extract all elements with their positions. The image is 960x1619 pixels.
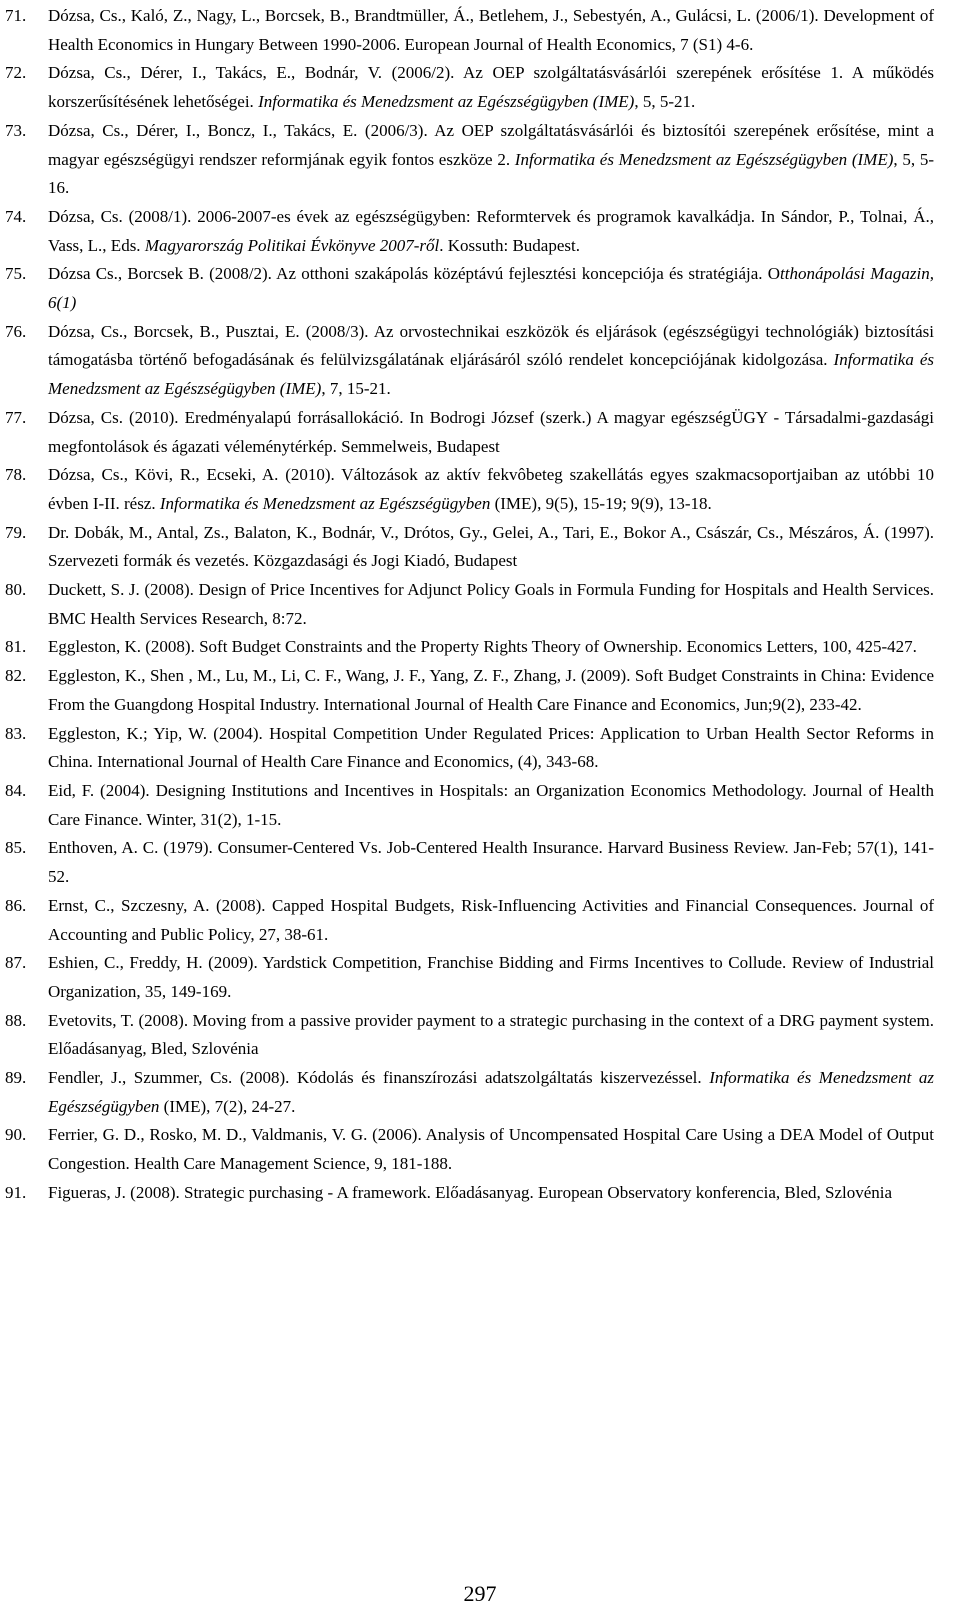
reference-text-segment: Dózsa Cs., Borcsek B. (2008/2). Az otthoni szakápolás középtávú fejlesztési koncepciója és stratégiája. O <box>48 264 781 284</box>
reference-item <box>0 318 960 404</box>
reference-item <box>0 633 960 662</box>
reference-number: 72. <box>5 63 27 83</box>
reference-item <box>0 2 960 59</box>
reference-number: 71. <box>5 6 27 25</box>
reference-number: 73. <box>5 120 27 140</box>
reference-item <box>0 892 960 949</box>
reference-item <box>0 461 960 518</box>
reference-number: 89. <box>5 1068 27 1088</box>
reference-source-title: Informatika és Menedzsment az Egészségügyben <box>48 1068 935 1116</box>
reference-text-segment: (IME), 9(5), 15-19; 9(9), 13-18. <box>490 493 712 513</box>
reference-item <box>0 260 960 317</box>
reference-text <box>48 777 934 834</box>
reference-text <box>48 834 934 891</box>
reference-number: 74. <box>5 206 27 226</box>
reference-text-segment: Dózsa, Cs., Borcsek, B., Pusztai, E. (2008/3). Az orvostechnikai eszközök és eljárások (egészségügyi technológiák) biztosítási támogatásba történő befogadásának és felülvizsgálatának eljárásáról szóló rendelet koncepciójának kidolgozása. <box>48 321 934 370</box>
reference-number: 83. <box>5 723 27 743</box>
reference-source-title: tthonápolási Magazin, 6(1) <box>48 264 934 313</box>
reference-text <box>48 318 934 404</box>
reference-text <box>48 117 934 203</box>
reference-item <box>0 404 960 461</box>
reference-number: 77. <box>5 407 27 427</box>
reference-number: 90. <box>5 1125 27 1145</box>
reference-text <box>48 949 934 1006</box>
reference-item <box>0 1121 960 1178</box>
reference-item <box>0 117 960 203</box>
reference-number: 86. <box>5 895 27 915</box>
reference-text <box>48 2 934 59</box>
reference-text <box>48 404 934 461</box>
reference-text <box>48 1064 934 1121</box>
reference-item <box>0 576 960 633</box>
reference-text-segment: , 7, 15-21. <box>321 379 391 399</box>
reference-number: 76. <box>5 321 27 341</box>
reference-source-title: Informatika és Menedzsment az Egészségügyben <box>159 493 491 513</box>
reference-text-segment: Ernst, C., Szczesny, A. (2008). Capped Hospital Budgets, Risk-Influencing Activities and Financial Consequences. Journal of Accounting and Public Policy, 27, 38-61. <box>48 895 934 944</box>
reference-number: 82. <box>5 666 27 686</box>
reference-number: 85. <box>5 838 27 858</box>
reference-text-segment: Dózsa, Cs. (2010). Eredményalapú forrásallokáció. In Bodrogi József (szerk.) A magyar egészségÜGY - Társadalmi-gazdasági megfontolások és ágazati véleménytérkép. Semmelweis, Budapest <box>48 407 934 456</box>
reference-text-segment: Evetovits, T. (2008). Moving from a passive provider payment to a strategic purchasing in the context of a DRG payment system. Előadásanyag, Bled, Szlovénia <box>48 1010 934 1059</box>
reference-text <box>48 1007 934 1064</box>
reference-item <box>0 949 960 1006</box>
reference-text <box>48 720 934 777</box>
reference-number: 80. <box>5 580 27 600</box>
reference-item <box>0 834 960 891</box>
reference-text <box>48 519 934 576</box>
reference-source-title: Informatika és Menedzsment az Egészségügyben (IME) <box>514 149 894 169</box>
reference-text <box>48 1121 934 1178</box>
reference-text <box>48 662 934 719</box>
reference-item <box>0 662 960 719</box>
reference-number: 88. <box>5 1010 27 1030</box>
reference-number: 75. <box>5 264 27 284</box>
reference-item <box>0 59 960 116</box>
reference-text-segment: Duckett, S. J. (2008). Design of Price Incentives for Adjunct Policy Goals in Formula Funding for Hospitals and Health Services. BMC Health Services Research, 8:72. <box>48 580 934 628</box>
reference-text-segment: Eshien, C., Freddy, H. (2009). Yardstick Competition, Franchise Bidding and Firms Incentives to Collude. Review of Industrial Organization, 35, 149-169. <box>48 953 934 1001</box>
reference-text-segment: , 5, 5-16. <box>48 149 934 198</box>
reference-text <box>48 576 934 633</box>
reference-item <box>0 720 960 777</box>
reference-item <box>0 1007 960 1064</box>
reference-item <box>0 1179 960 1208</box>
reference-item <box>0 1064 960 1121</box>
reference-text-segment: Enthoven, A. C. (1979). Consumer-Centered Vs. Job-Centered Health Insurance. Harvard Business Review. Jan-Feb; 57(1), 141-52. <box>48 838 934 887</box>
reference-text-segment: Dózsa, Cs., Kövi, R., Ecseki, A. (2010). Változások az aktív fekvôbeteg szakellátás egyes szakmacsoportjaiban az utóbbi 10 évben I-II. rész. <box>48 465 934 513</box>
reference-text-segment: Figueras, J. (2008). Strategic purchasing - A framework. Előadásanyag. European Observatory konferencia, Bled, Szlovénia <box>48 1182 893 1202</box>
reference-number: 91. <box>5 1182 27 1202</box>
reference-text <box>48 461 934 518</box>
reference-number: 79. <box>5 522 27 542</box>
reference-text-segment: Eggleston, K., Shen , M., Lu, M., Li, C. F., Wang, J. F., Yang, Z. F., Zhang, J. (2009). Soft Budget Constraints in China: Evidence From the Guangdong Hospital Industry. International Journal of Health Care Finance and Economics, Jun;9(2), 233-42. <box>48 666 934 714</box>
reference-text-segment: Eid, F. (2004). Designing Institutions and Incentives in Hospitals: an Organization Economics Methodology. Journal of Health Care Finance. Winter, 31(2), 1-15. <box>48 780 934 829</box>
reference-number: 87. <box>5 953 27 973</box>
reference-item <box>0 203 960 260</box>
reference-text-segment: Eggleston, K.; Yip, W. (2004). Hospital Competition Under Regulated Prices: Application to Urban Health Sector Reforms in China. International Journal of Health Care Finance and Economics, (4), 343-68. <box>48 723 934 772</box>
reference-number: 84. <box>5 780 27 800</box>
reference-item <box>0 519 960 576</box>
reference-source-title: Magyarország Politikai Évkönyve 2007-ről <box>144 235 440 255</box>
reference-text-segment: Dózsa, Cs., Kaló, Z., Nagy, L., Borcsek, B., Brandtmüller, Á., Betlehem, J., Sebestyén, A., Gulácsi, L. (2006/1). Development of Health Economics in Hungary Between 1990-2006. European Journal of Health Economics, 7 (S1) 4-6. <box>48 6 934 54</box>
reference-number: 78. <box>5 465 27 485</box>
reference-text-segment: Ferrier, G. D., Rosko, M. D., Valdmanis, V. G. (2006). Analysis of Uncompensated Hospital Care Using a DEA Model of Output Congestion. Health Care Management Science, 9, 181-188. <box>48 1125 934 1174</box>
reference-text-segment: Dózsa, Cs., Dérer, I., Takács, E., Bodnár, V. (2006/2). Az OEP szolgáltatásvásárlói szerepének erősítése 1. A működés korszerűsítésének lehetőségei. <box>48 63 934 112</box>
reference-text <box>48 260 934 317</box>
reference-text <box>48 892 934 949</box>
reference-text-segment: Dózsa, Cs. (2008/1). 2006-2007-es évek az egészségügyben: Reformtervek és programok kavalkádja. In Sándor, P., Tolnai, Á., Vass, L., Eds. <box>48 206 934 255</box>
reference-text <box>48 1179 934 1208</box>
reference-text-segment: Dr. Dobák, M., Antal, Zs., Balaton, K., Bodnár, V., Drótos, Gy., Gelei, A., Tari, E., Bokor A., Császár, Cs., Mészáros, Á. (1997). Szervezeti formák és vezetés. Közgazdasági és Jogi Kiadó, Budapest <box>48 522 934 571</box>
reference-text-segment: . Kossuth: Budapest. <box>439 235 580 255</box>
reference-text <box>48 203 934 260</box>
reference-number: 81. <box>5 637 27 657</box>
reference-item <box>0 777 960 834</box>
reference-text-segment: Fendler, J., Szummer, Cs. (2008). Kódolás és finanszírozási adatszolgáltatás kiszervezéssel. <box>48 1068 710 1088</box>
reference-text-segment: Eggleston, K. (2008). Soft Budget Constraints and the Property Rights Theory of Ownership. Economics Letters, 100, 425-427. <box>48 637 917 657</box>
reference-text-segment: (IME), 7(2), 24-27. <box>159 1096 296 1116</box>
reference-source-title: Informatika és Menedzsment az Egészségügyben (IME) <box>48 350 934 399</box>
page-number: 297 <box>463 1581 497 1606</box>
reference-list <box>0 2 960 1208</box>
reference-text <box>48 59 934 116</box>
reference-source-title: Informatika és Menedzsment az Egészségügyben (IME) <box>258 92 635 112</box>
reference-text-segment: Dózsa, Cs., Dérer, I., Boncz, I., Takács, E. (2006/3). Az OEP szolgáltatásvásárlói és biztosítói szerepének erősítése, mint a magyar egészségügyi rendszer reformjának egyik fontos eszköze 2. <box>48 120 934 169</box>
reference-text-segment: , 5, 5-21. <box>634 92 696 112</box>
reference-text <box>48 633 934 662</box>
